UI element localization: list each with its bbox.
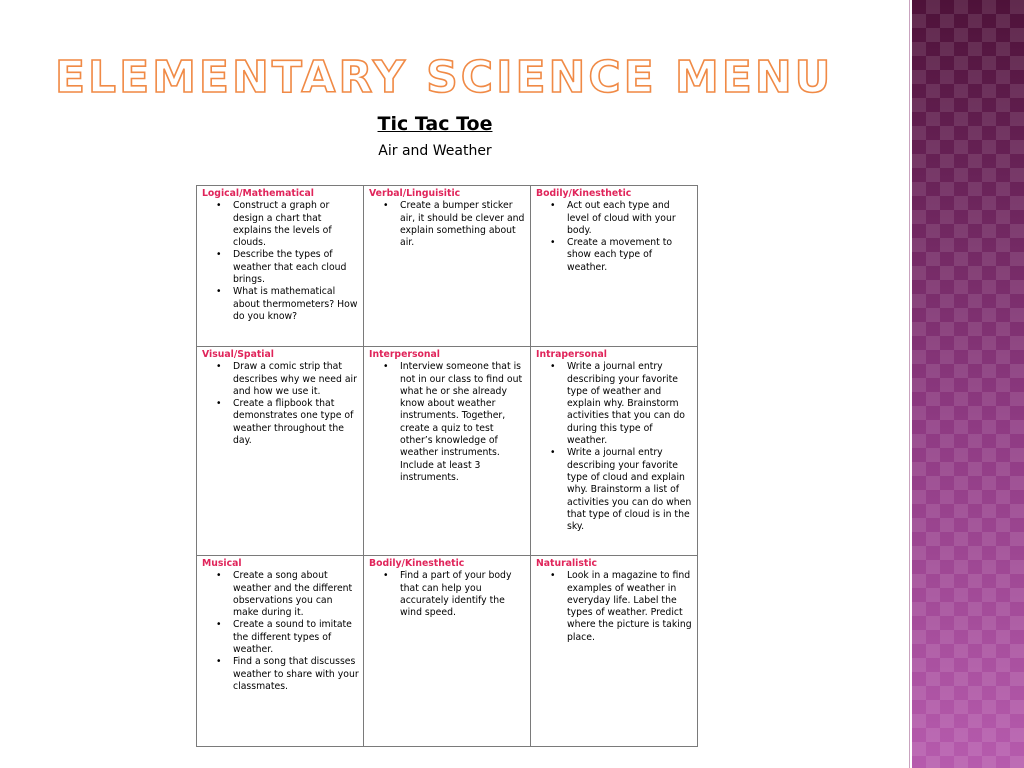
- grid-cell-verbal-linguistic: [364, 186, 531, 347]
- document-subheading: Air and Weather: [378, 143, 492, 159]
- activity-item: • Create a sound to imitate the different types of weather.: [233, 619, 359, 656]
- grid-cell-interpersonal: [364, 347, 531, 556]
- activity-item: • Write a journal entry describing your favorite type of cloud and explain why. Brainstorm a list of activities you can do when that type of cloud is in the sky.: [567, 447, 693, 533]
- document-heading: [0, 113, 870, 135]
- cell-header: Logical/Mathematical: [202, 188, 314, 199]
- grid-row: [197, 347, 698, 556]
- cell-activity-list: [369, 361, 526, 484]
- cell-header: Naturalistic: [536, 558, 598, 569]
- grid-cell-naturalistic: [531, 556, 698, 747]
- activity-item: • Create a bumper sticker air, it should be clever and explain something about air.: [400, 200, 526, 249]
- cell-activity-list: [369, 200, 526, 249]
- cell-header: Bodily/Kinesthetic: [369, 558, 465, 569]
- cell-activity-list: [202, 361, 359, 447]
- grid-cell-musical: [197, 556, 364, 747]
- grid-cell-intrapersonal: [531, 347, 698, 556]
- cell-activity-list: [536, 361, 693, 533]
- activity-item: • Write a journal entry describing your favorite type of weather and explain why. Brainstorm activities that you can do during this type of weather.: [567, 361, 693, 447]
- cell-activity-list: [202, 570, 359, 693]
- cell-header: Visual/Spatial: [202, 349, 274, 360]
- activity-item: • Act out each type and level of cloud with your body.: [567, 200, 693, 237]
- cell-header: Interpersonal: [369, 349, 440, 360]
- cell-header: Musical: [202, 558, 242, 569]
- cell-header: Verbal/Linguisitic: [369, 188, 461, 199]
- activity-item: • Create a song about weather and the different observations you can make during it.: [233, 570, 359, 619]
- grid-cell-visual-spatial: [197, 347, 364, 556]
- grid-cell-bodily-kinesthetic-2: [364, 556, 531, 747]
- activity-item: • What is mathematical about thermometers? How do you know?: [233, 286, 359, 323]
- cell-header: Intrapersonal: [536, 349, 607, 360]
- cell-header: Bodily/Kinesthetic: [536, 188, 632, 199]
- activity-item: • Draw a comic strip that describes why we need air and how we use it.: [233, 361, 359, 398]
- activity-item: • Interview someone that is not in our class to find out what he or she already know about weather instruments. Together, create a quiz to test other’s knowledge of weather instruments. Include at least 3 instruments.: [400, 361, 526, 484]
- side-divider-line: [909, 0, 910, 768]
- grid-cell-bodily-kinesthetic: [531, 186, 698, 347]
- activity-item: • Look in a magazine to find examples of weather in everyday life. Label the types of weather. Predict where the picture is taking place.: [567, 570, 693, 644]
- activity-item: • Construct a graph or design a chart that explains the levels of clouds.: [233, 200, 359, 249]
- document-heading-text: Tic Tac Toe: [377, 113, 493, 135]
- activity-item: • Create a flipbook that demonstrates one type of weather throughout the day.: [233, 398, 359, 447]
- cell-activity-list: [369, 570, 526, 619]
- activity-item: • Describe the types of weather that each cloud brings.: [233, 249, 359, 286]
- decorative-side-panel: [912, 0, 1024, 768]
- activity-item: • Find a song that discusses weather to share with your classmates.: [233, 656, 359, 693]
- cell-activity-list: [536, 200, 693, 274]
- activity-item: • Find a part of your body that can help you accurately identify the wind speed.: [400, 570, 526, 619]
- cell-activity-list: [202, 200, 359, 323]
- grid-cell-logical-mathematical: [197, 186, 364, 347]
- tic-tac-toe-grid: [196, 185, 698, 747]
- slide-title: ELEMENTARY SCIENCE MENU: [55, 52, 834, 103]
- grid-row: [197, 186, 698, 347]
- activity-item: • Create a movement to show each type of weather.: [567, 237, 693, 274]
- grid-row: [197, 556, 698, 747]
- cell-activity-list: [536, 570, 693, 644]
